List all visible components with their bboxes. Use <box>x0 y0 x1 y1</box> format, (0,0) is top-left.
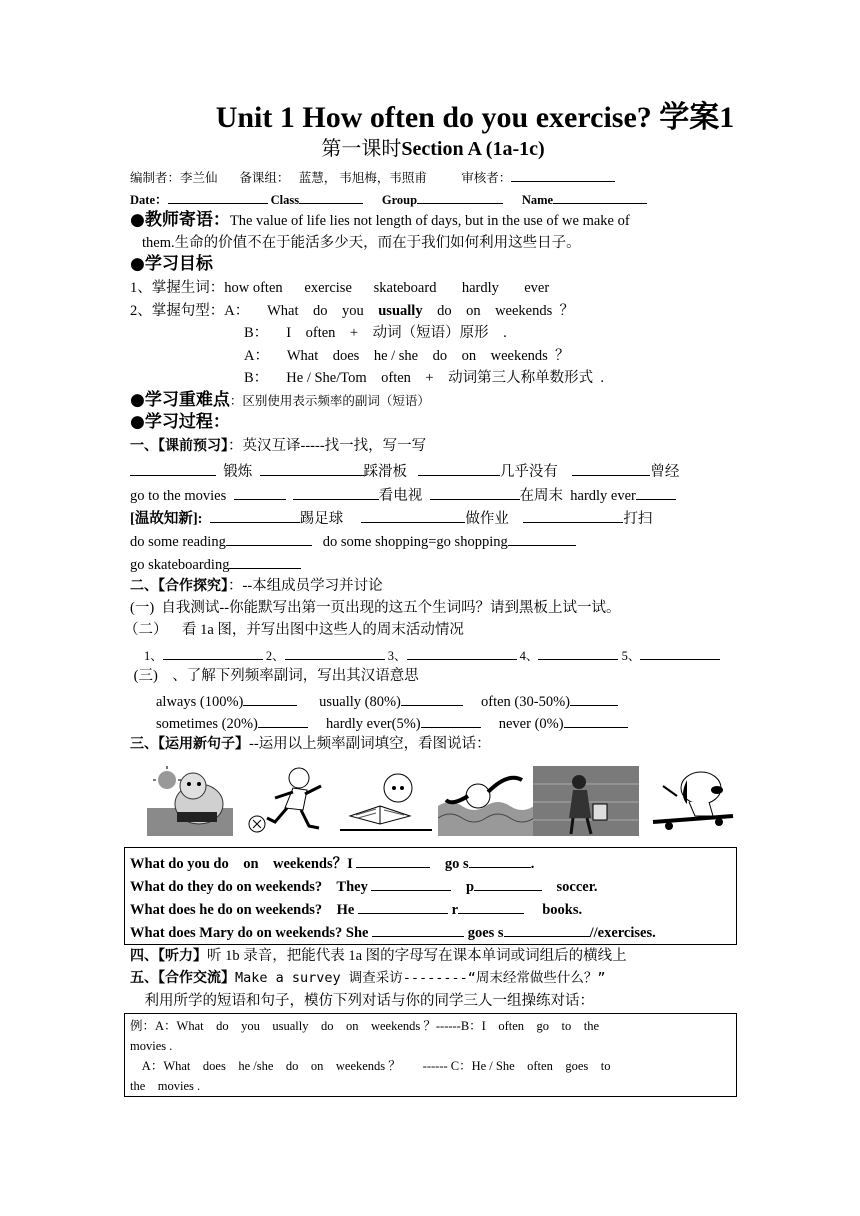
phrase-homework: 做作业 <box>465 511 509 527</box>
class-label: Class <box>270 193 300 207</box>
box-line-2 <box>130 875 597 897</box>
phrase-movies: go to the movies <box>130 488 227 504</box>
reviewer-blank[interactable] <box>511 166 615 182</box>
part-2-head: 二、【合作探究】 <box>130 578 228 594</box>
box-line-2-c: soccer. <box>542 879 598 895</box>
pattern-a2: A： What does he / she do on weekends ？ <box>244 348 570 364</box>
part-4 <box>130 946 627 966</box>
subtitle <box>130 136 736 162</box>
pattern-b2: B： He / She/Tom often + 动词第三人称单数形式 . <box>244 370 604 386</box>
phrase-reading: do some reading <box>130 534 226 550</box>
blank[interactable] <box>372 921 464 937</box>
blank[interactable] <box>538 644 618 660</box>
example-line-4: the movies . <box>130 1079 201 1093</box>
blank[interactable] <box>430 484 520 500</box>
box-line-3 <box>130 898 582 920</box>
group-blank[interactable] <box>417 188 503 204</box>
num-4: 4、 <box>519 649 539 663</box>
blank[interactable] <box>458 898 524 914</box>
part-3-text: --运用以上频率副词填空，看图说话： <box>249 736 491 752</box>
part-1-text: ：英汉互译-----找一找，写一写 <box>228 438 427 454</box>
goal-2-suffix: do on weekends ？ <box>422 303 574 319</box>
freq-sometimes: sometimes (20%) <box>156 716 258 732</box>
freq-hardly-ever: hardly ever(5%) <box>326 716 421 732</box>
part-4-text: 听 1b 录音，把能代表 1a 图的字母写在课本单词或词组后的横线上 <box>207 948 627 964</box>
shopper-picture <box>533 766 639 836</box>
blank[interactable] <box>361 507 465 523</box>
teacher-words <box>130 210 630 231</box>
skateboard-dog-picture <box>643 766 741 836</box>
sun-bear-picture <box>147 766 233 836</box>
blank[interactable] <box>570 690 618 706</box>
blank[interactable] <box>293 484 379 500</box>
prep-group: 备课组： 蓝慧， 韦旭梅，韦照甫 <box>239 171 427 185</box>
box-line-1-c: . <box>530 856 535 872</box>
box-line-3-c: books. <box>524 902 583 918</box>
difficulty-text: ：区别使用表示频率的副词（短语） <box>229 394 430 408</box>
freq-never: never (0%) <box>498 716 564 732</box>
review-label: [温故知新]: <box>130 511 203 527</box>
blank[interactable] <box>356 852 430 868</box>
date-label: Date： <box>130 193 168 207</box>
blank[interactable] <box>226 530 312 546</box>
part-5-head: 五、【合作交流】 <box>130 970 235 986</box>
teacher-words-label: ●教师寄语： <box>130 210 230 230</box>
part-2-text: ：--本组成员学习并讨论 <box>228 578 383 594</box>
reviewer: 审核者： <box>461 171 512 185</box>
box-line-1 <box>130 852 534 874</box>
goals-label: ●学习目标 <box>130 254 213 274</box>
name-label: Name <box>521 193 554 207</box>
phrase-clean: 打扫 <box>623 511 653 527</box>
goal-2 <box>130 301 574 321</box>
blank[interactable] <box>572 460 650 476</box>
reading-boy-picture <box>340 766 432 836</box>
blank[interactable] <box>371 875 451 891</box>
blank[interactable] <box>469 852 531 868</box>
num-1: 1、 <box>144 649 163 663</box>
review-row <box>130 507 652 529</box>
preview-row-2 <box>130 484 676 506</box>
box-line-4-b: goes s <box>464 925 504 941</box>
word-ever: 曾经 <box>650 464 680 480</box>
word-hardly: 几乎没有 <box>499 464 558 480</box>
difficulty-label: ●学习重难点 <box>130 390 230 410</box>
blank[interactable] <box>407 644 517 660</box>
part-5-text: Make a survey 调查采访--------“周末经常做些什么？” <box>235 970 606 986</box>
box-line-4 <box>130 921 656 943</box>
part-4-head: 四、【听力】 <box>130 948 207 964</box>
blank[interactable] <box>358 898 448 914</box>
part-3-head: 三、【运用新句子】 <box>130 736 249 752</box>
freq-usually: usually (80%) <box>319 694 401 710</box>
activity-blanks <box>144 644 720 666</box>
teacher-words-en: The value of life lies not length of days, but in the use of we make of <box>229 213 630 229</box>
subtitle-section: Section A (1a-1c) <box>401 138 545 160</box>
box-line-2-a: What do they do on weekends? They <box>130 879 372 895</box>
page-title: Unit 1 How often do you exercise? 学案1 <box>215 101 735 134</box>
part-2-item-3: (三) 、了解下列频率副词，写出其汉语意思 <box>130 668 419 684</box>
phrase-tv: 看电视 <box>378 488 423 504</box>
subtitle-prefix: 第一课时 <box>321 138 402 160</box>
box-line-1-a: What do you do on weekends？I <box>130 856 357 872</box>
blank[interactable] <box>163 644 263 660</box>
pattern-b1: B： I often + 动词（短语）原形 . <box>244 325 507 341</box>
difficulty <box>130 390 430 411</box>
blank[interactable] <box>523 507 623 523</box>
example-line-3: A：What does he /she do on weekends ？ ------ C：He / She often goes to <box>130 1059 611 1073</box>
freq-row-2 <box>156 712 628 734</box>
blank[interactable] <box>640 644 720 660</box>
part-5-line-2: 利用所学的短语和句子，模仿下列对话与你的同学三人一组操练对话： <box>130 993 594 1009</box>
blank[interactable] <box>260 460 364 476</box>
blank[interactable] <box>258 712 308 728</box>
blank[interactable] <box>229 553 301 569</box>
sentence-box <box>124 847 737 945</box>
class-blank[interactable] <box>299 188 363 204</box>
meta-line <box>130 166 615 188</box>
blank[interactable] <box>504 921 590 937</box>
blank[interactable] <box>285 644 385 660</box>
goal-2-bold: usually <box>378 303 423 319</box>
blank[interactable] <box>418 460 500 476</box>
blank[interactable] <box>564 712 628 728</box>
blank[interactable] <box>508 530 576 546</box>
info-line <box>130 188 647 210</box>
review-row-3 <box>130 553 301 575</box>
teacher-words-cont: them.生命的价值不在于能活多少天，而在于我们如何利用这些日子。 <box>142 235 581 251</box>
part-1-head: 一、【课前预习】 <box>130 438 228 454</box>
editor: 编制者：李兰仙 <box>130 171 218 185</box>
box-line-4-a: What does Mary do on weekends? She <box>130 925 373 941</box>
blank[interactable] <box>210 507 300 523</box>
name-blank[interactable] <box>553 188 647 204</box>
blank[interactable] <box>234 484 286 500</box>
swimmer-picture <box>438 766 534 836</box>
football-boy-picture <box>245 766 335 836</box>
review-row-2 <box>130 530 576 552</box>
preview-row-1 <box>130 460 679 482</box>
box-line-1-b: go s <box>430 856 469 872</box>
group-label: Group <box>381 193 418 207</box>
goal-2-prefix: 2、掌握句型：A： What do you <box>130 303 379 319</box>
blank[interactable] <box>243 690 297 706</box>
part-2-item-2: （二） 看 1a 图，并写出图中这些人的周末活动情况 <box>124 622 464 638</box>
part-2-item-1: (一) 自我测试--你能默写出第一页出现的这五个生词吗？请到黑板上试一试。 <box>130 600 621 616</box>
blank[interactable] <box>636 484 676 500</box>
num-5: 5、 <box>621 649 641 663</box>
freq-row-1 <box>156 690 618 712</box>
num-2: 2、 <box>265 649 285 663</box>
freq-always: always (100%) <box>156 694 244 710</box>
freq-often: often (30-50%) <box>481 694 570 710</box>
example-line-2: movies . <box>130 1039 173 1053</box>
box-line-3-a: What does he do on weekends? He <box>130 902 358 918</box>
phrase-weekends: 在周末 <box>519 488 564 504</box>
part-3-heading <box>130 734 491 754</box>
part-5 <box>130 968 606 988</box>
num-3: 3、 <box>387 649 407 663</box>
blank[interactable] <box>421 712 481 728</box>
process-label: ●学习过程： <box>130 412 230 432</box>
phrase-soccer: 踢足球 <box>299 511 344 527</box>
blank[interactable] <box>474 875 542 891</box>
box-line-4-c: //exercises. <box>589 925 656 941</box>
blank[interactable] <box>401 690 463 706</box>
picture-row <box>145 766 740 836</box>
part-2-heading <box>130 576 383 596</box>
goal-1: 1、掌握生词：how often exercise skateboard hardly ever <box>130 280 550 296</box>
example-box <box>124 1013 737 1097</box>
example-line-1: 例：A：What do you usually do on weekends ？------B：I often go to the <box>130 1019 600 1033</box>
phrase-skateboarding: go skateboarding <box>130 557 230 573</box>
blank[interactable] <box>130 460 216 476</box>
date-blank[interactable] <box>168 188 268 204</box>
word-exercise: 锻炼 <box>223 464 253 480</box>
part-1-heading <box>130 436 426 456</box>
box-line-2-b: p <box>451 879 475 895</box>
word-skateboard: 踩滑板 <box>363 464 407 480</box>
phrase-hardly-ever: hardly ever <box>570 488 636 504</box>
phrase-shopping: do some shopping=go shopping <box>322 534 508 550</box>
box-line-3-b: r <box>448 902 459 918</box>
